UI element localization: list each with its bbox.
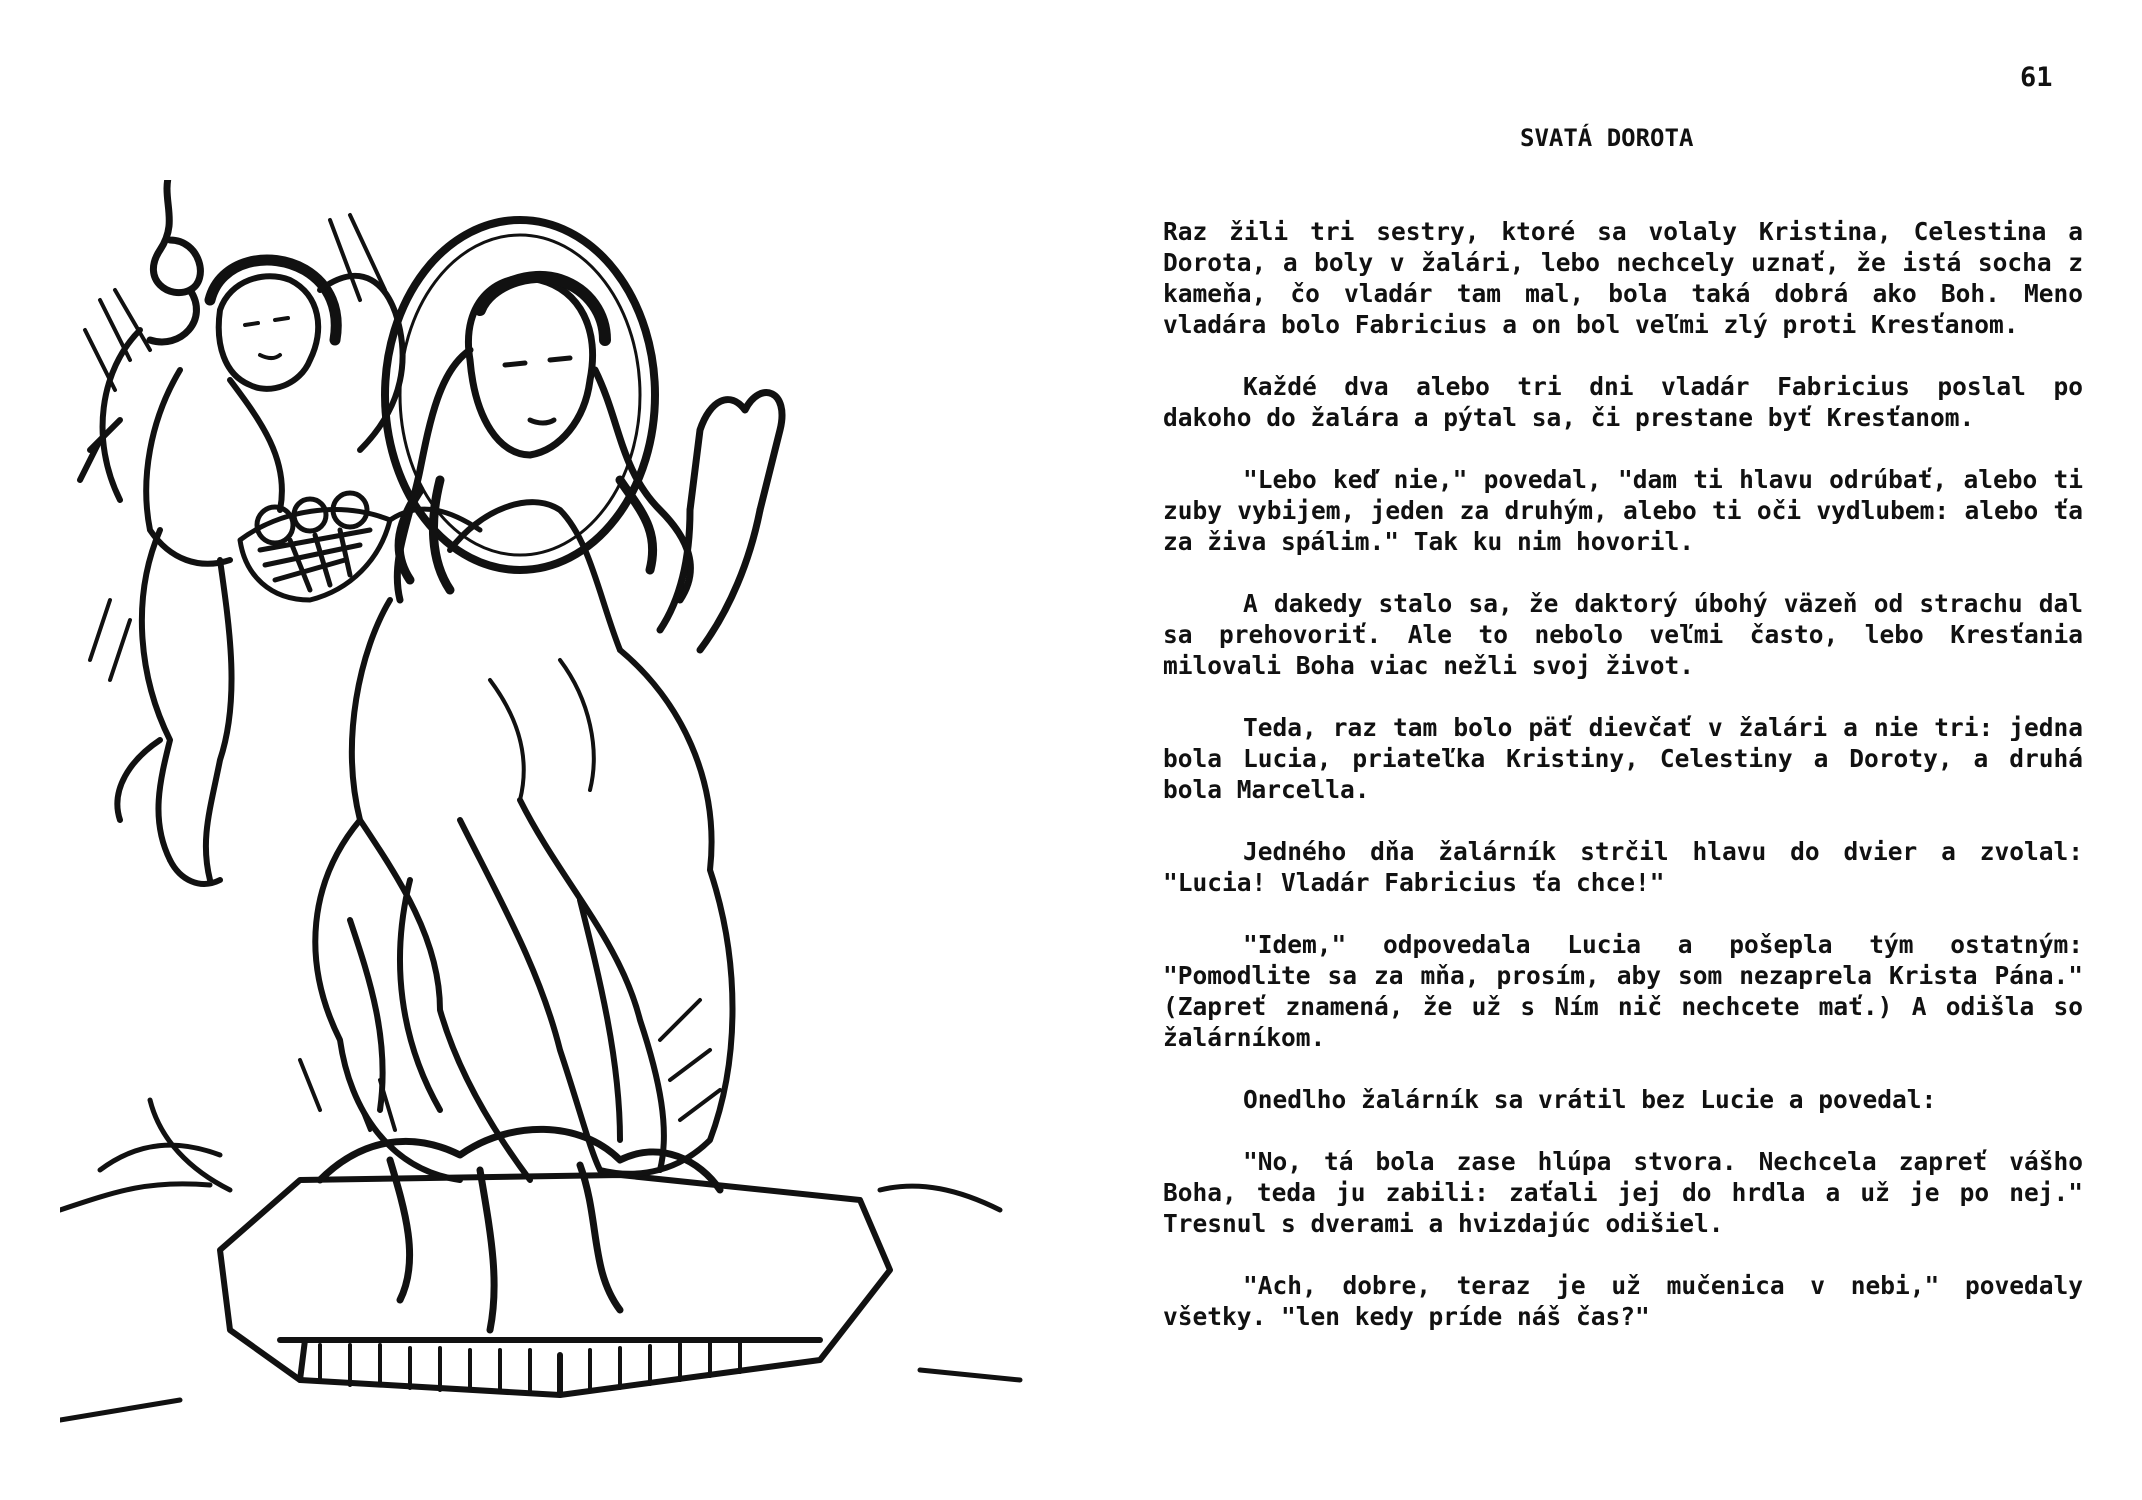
paragraph-4: A dakedy stalo sa, že daktorý úbohý väzeň od strachu dal sa prehovoriť. Ale to nebolo veľmi často, lebo Kresťania milovali Boha viac nežli svoj život. — [1163, 589, 2083, 680]
paragraph-5: Teda, raz tam bolo päť dievčať v žalári a nie tri: jedna bola Lucia, priateľka Kristiny, Celestiny a Doroty, a druhá bola Marcella. — [1163, 713, 2083, 804]
raised-hand — [660, 393, 782, 650]
banner — [150, 180, 200, 342]
paragraph-8: Onedlho žalárník sa vrátil bez Lucie a povedal: — [1243, 1085, 1937, 1114]
saint-dorothy-with-angel-drawing — [60, 180, 1050, 1480]
paragraph-3: "Lebo keď nie," povedal, "dam ti hlavu odrúbať, alebo ti zuby vybijem, jeden za druhým, alebo ti oči vydlubem: alebo ťa za živa spálim." Tak ku nim hovoril. — [1163, 465, 2083, 556]
page-number: 61 — [2020, 62, 2053, 93]
ground-strokes — [60, 1100, 1020, 1420]
paragraph-6: Jedného dňa žalárník strčil hlavu do dvier a zvolal: "Lucia! Vladár Fabricius ťa chce!" — [1163, 837, 2083, 897]
paragraph-10: "Ach, dobre, teraz je už mučenica v nebi," povedaly všetky. "len kedy príde náš čas?" — [1163, 1271, 2083, 1331]
chapter-title: SVATÁ DOROTA — [1520, 124, 1694, 152]
paragraph-7: "Idem," odpovedala Lucia a pošepla tým ostatným: "Pomodlite sa za mňa, prosím, aby som nezaprela Krista Pána." (Zapreť znamená, že už s Ním nič nechcete mať.) A odišla so žalárníkom. — [1163, 930, 2083, 1052]
story-text — [1163, 216, 2083, 1363]
paragraph-9: "No, tá bola zase hlúpa stvora. Nechcela zapreť vášho Boha, teda ju zabili: zaťali jej do hrdla a už je po nej." Tresnul s dverami a hvizdajúc odišiel. — [1163, 1147, 2083, 1238]
paragraph-1: Raz žili tri sestry, ktoré sa volaly Kristina, Celestina a Dorota, a boly v žalári, lebo nechcely uznať, že istá socha z kameňa, čo vladár tam mal, bola taká dobrá ako Boh. Meno vladára bolo Fabricius a on bol veľmi zlý proti Kresťanom. — [1163, 217, 2083, 339]
paragraph-2: Každé dva alebo tri dni vladár Fabricius poslal po dakoho do žalára a pýtal sa, či prestane byť Kresťanom. — [1163, 372, 2083, 432]
saint-dorothy-illustration — [60, 180, 1050, 1480]
pedestal — [220, 1175, 890, 1395]
